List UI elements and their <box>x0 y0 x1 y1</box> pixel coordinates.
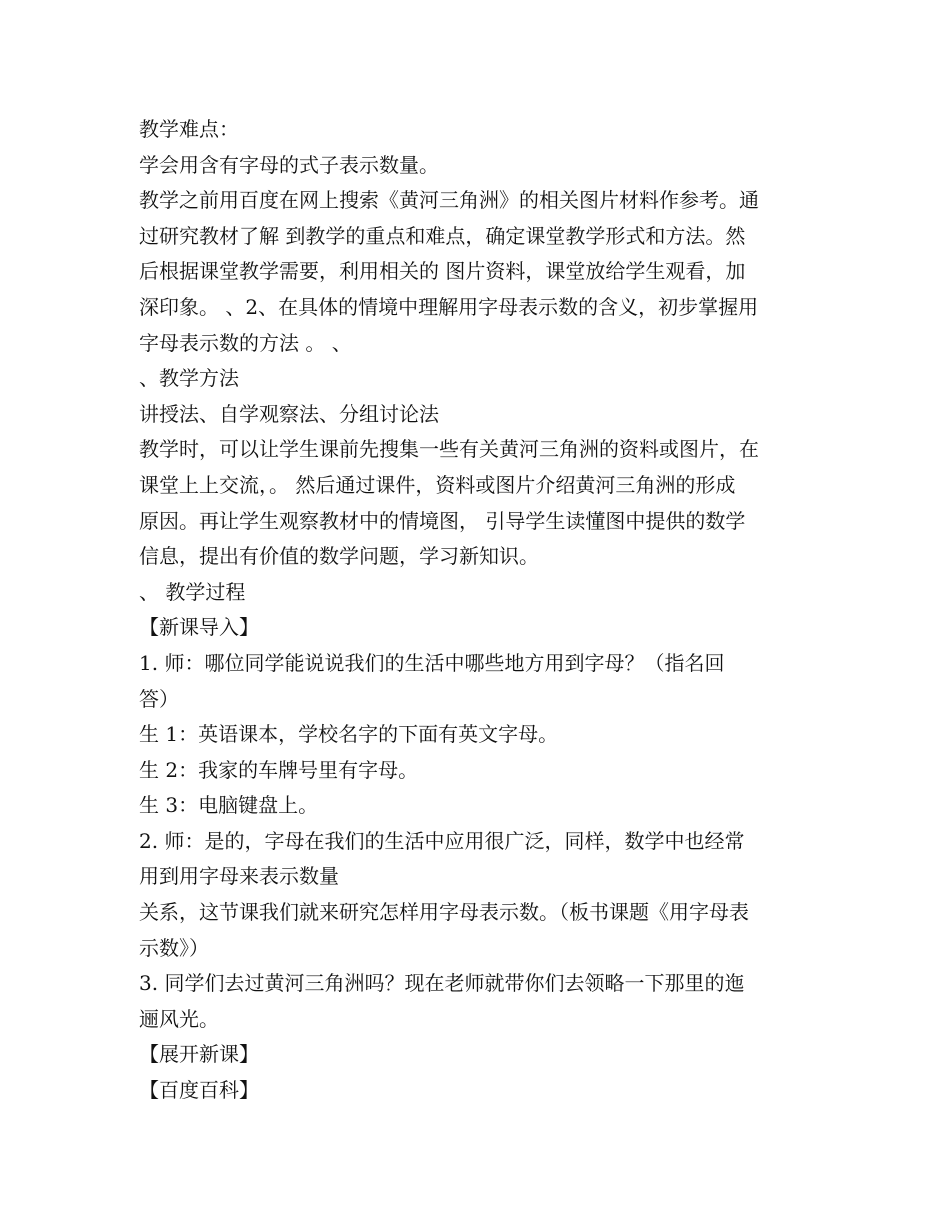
text-line: 教学时，可以让学生课前先搜集一些有关黄河三角洲的资料或图片，在 <box>139 437 759 462</box>
text-line: 学会用含有字母的式子表示数量。 <box>139 152 439 177</box>
section-label: 【百度百科】 <box>139 1078 259 1103</box>
section-label: 【展开新课】 <box>139 1042 259 1067</box>
text-line: 字母表示数的方法 。 、 <box>139 330 352 355</box>
text-line: 过研究教材了解 到教学的重点和难点，确定课堂教学形式和方法。然 <box>139 223 746 248</box>
text-line: 讲授法、自学观察法、分组讨论法 <box>139 401 439 426</box>
text-line: 生 1：英语课本，学校名字的下面有英文字母。 <box>139 722 559 747</box>
text-line: 信息，提出有价值的数学问题，学习新知识。 <box>139 544 539 569</box>
text-line: 教学难点： <box>139 117 239 141</box>
text-line: 深印象。 、2、在具体的情境中理解用字母表示数的含义，初步掌握用 <box>139 294 759 319</box>
section-heading: 、 教学过程 <box>139 579 246 604</box>
text-line: 答） <box>139 686 179 711</box>
text-line: 后根据课堂教学需要，利用相关的 图片资料，课堂放给学生观看，加 <box>139 259 746 284</box>
text-line: 生 3：电脑键盘上。 <box>139 793 319 818</box>
document-body <box>139 112 819 1109</box>
text-line: 用到用字母来表示数量 <box>139 864 339 889</box>
text-line: 生 2：我家的车牌号里有字母。 <box>139 757 419 782</box>
text-line: 原因。再让学生观察教材中的情境图， 引导学生读懂图中提供的数学 <box>139 508 746 533</box>
text-line: 教学之前用百度在网上搜索《黄河三角洲》的相关图片材料作参考。通 <box>139 188 759 213</box>
text-line: 示数》） <box>139 935 209 960</box>
text-line: 关系，这节课我们就来研究怎样用字母表示数。（板书课题《用字母表 <box>139 900 749 925</box>
text-line: 3. 同学们去过黄河三角洲吗？现在老师就带你们去领略一下那里的迤 <box>139 971 745 996</box>
text-line: 1. 师：哪位同学能说说我们的生活中哪些地方用到字母？（指名回 <box>139 650 725 675</box>
section-heading: 、教学方法 <box>139 366 239 391</box>
text-line: 逦风光。 <box>139 1006 219 1031</box>
text-line: 课堂上上交流，。 然后通过课件，资料或图片介绍黄河三角洲的形成 <box>139 472 736 497</box>
section-label: 【新课导入】 <box>139 615 259 640</box>
text-line: 2. 师：是的，字母在我们的生活中应用很广泛，同样，数学中也经常 <box>139 828 745 853</box>
